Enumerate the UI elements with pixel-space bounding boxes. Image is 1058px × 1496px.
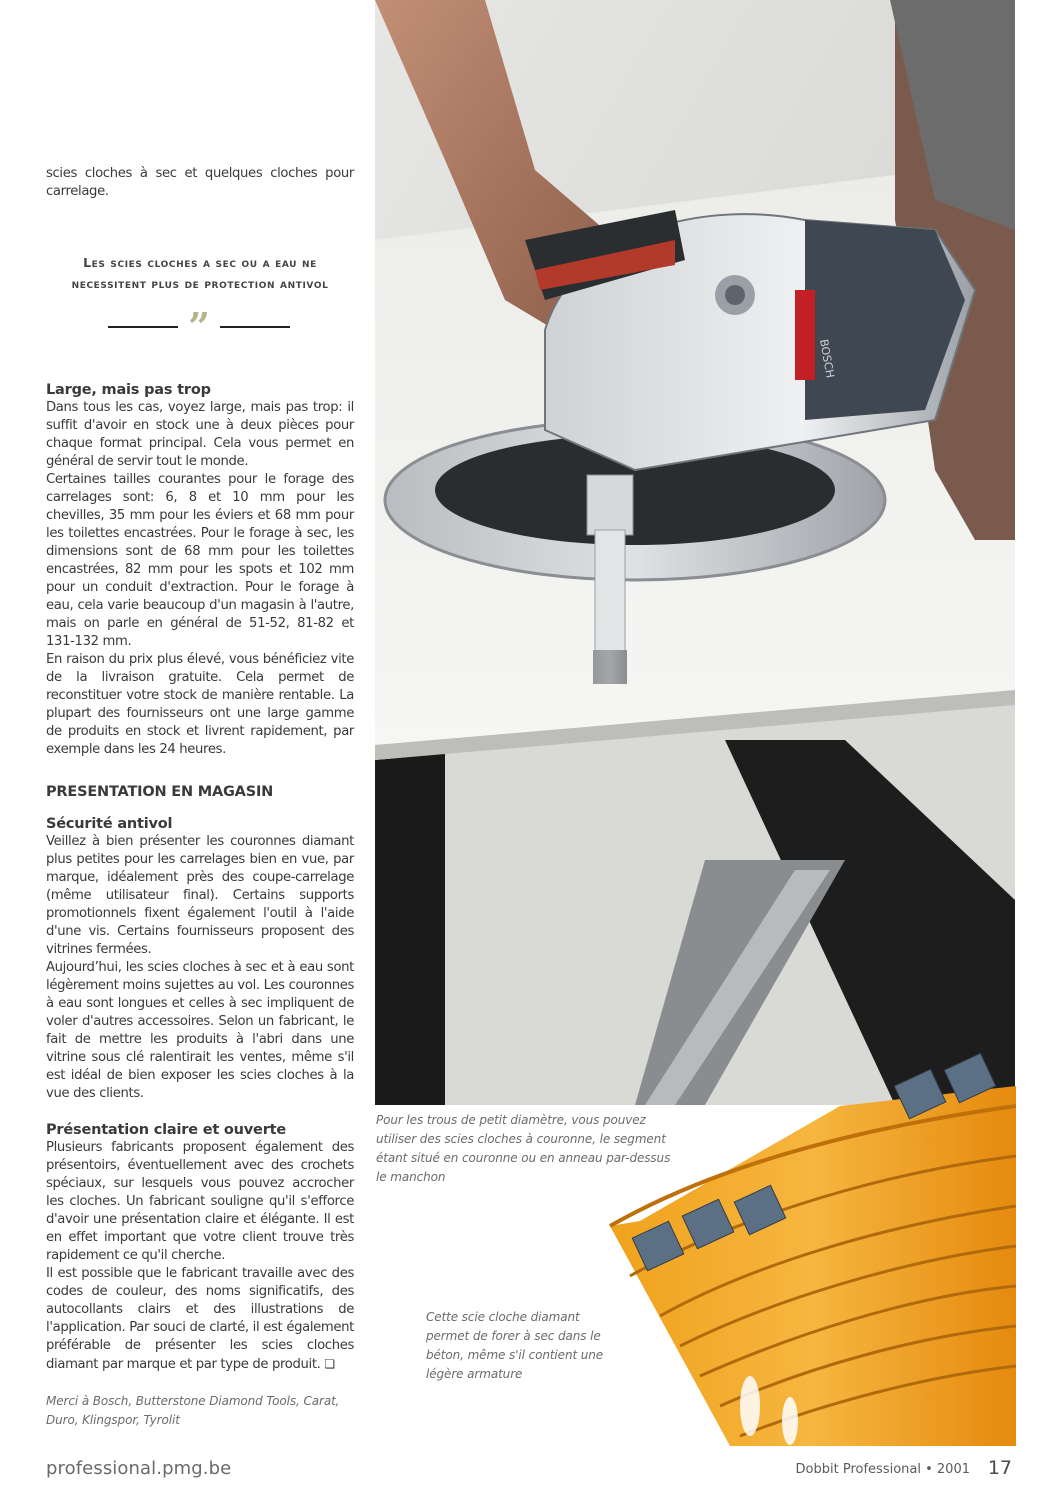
quote-mark-icon: ” (188, 304, 210, 349)
section-presentation (46, 784, 354, 800)
intro-paragraph (46, 165, 354, 201)
caption-core-bit: Cette scie cloche diamant permet de forer à sec dans le béton, même s'il contient une légère armature (426, 1310, 604, 1381)
thanks-note: Merci à Bosch, Butterstone Diamond Tools, Carat, Duro, Klingspor, Tyrolit (46, 1394, 340, 1427)
pull-quote-line-1: Les scies cloches a sec ou a eau ne (83, 255, 317, 270)
core-bit-photo (600, 1046, 1016, 1446)
paragraph: Dans tous les cas, voyez large, mais pas trop: il suffit d'avoir en stock une à deux pièces pour chaque format principal. Cela vous permet en général de servir tout le monde. (46, 400, 354, 469)
divider-right-line (220, 326, 290, 328)
section-claire (46, 1121, 354, 1374)
publication-label: Dobbit Professional • 2001 (795, 1462, 970, 1477)
section-large (46, 381, 354, 759)
page-number: 17 (987, 1457, 1012, 1479)
pull-quote-line-2: necessitent plus de protection antivol (71, 276, 329, 291)
quote-divider (108, 304, 290, 349)
paragraph: En raison du prix plus élevé, vous bénéficiez vite de la livraison gratuite. Cela permet de reconstituer votre stock de manière rentable. La plupart des fournisseurs ont une large gamme de produits en stock et livrent rapidement, par exemple dans les 24 heures. (46, 652, 354, 757)
section-heading-claire: Présentation claire et ouverte (46, 1122, 287, 1138)
grinder-photo (375, 0, 1015, 1105)
paragraph: Veillez à bien présenter les couronnes diamant plus petites pour les carrelages bien en vue, par marque, idéalement près des coupe-carrelage (même utilisateur final). Certains supports promotionnels fixent également l'outil à l'aide d'une vis. Certains fournisseurs proposent des vitrines fermées. (46, 834, 354, 957)
caption-grinder: Pour les trous de petit diamètre, vous pouvez utiliser des scies cloches à couronne, le segment étant situé en couronne ou en anneau par-dessus le manchon (376, 1113, 671, 1184)
paragraph: Certaines tailles courantes pour le forage des carrelages sont: 6, 8 et 10 mm pour les chevilles, 35 mm pour les éviers et 68 mm pour les toilettes encastrées. Pour le forage à sec, les dimensions sont de 68 mm pour les toilettes encastrées, 82 mm pour les spots et 102 mm pour un conduit d'extraction. Pour le forage à eau, cela varie beaucoup d'un magasin à l'autre, mais on parle en général de 51-52, 81-82 et 131-132 mm. (46, 472, 354, 649)
section-securite (46, 815, 354, 1103)
section-heading-large: Large, mais pas trop (46, 382, 211, 398)
end-mark-icon: ❏ (324, 1357, 335, 1371)
core-bit-illustration (600, 1046, 1016, 1446)
section-securite-body (46, 833, 354, 1103)
section-heading-presentation: PRESENTATION EN MAGASIN (46, 784, 274, 800)
section-claire-body (46, 1139, 354, 1374)
website-link[interactable]: professional.pmg.be (46, 1458, 232, 1479)
section-large-body (46, 399, 354, 759)
paragraph: Plusieurs fabricants proposent également des présentoirs, éventuellement avec des crochets spéciaux, sur lesquels vous pouvez accrocher les cloches. Un fabricant souligne qu'il s'efforce d'avoir une présentation claire et élégante. Il est en effet important que votre client trouve très rapidement ce qu'il cherche. (46, 1140, 354, 1263)
pull-quote (46, 252, 354, 294)
section-heading-securite: Sécurité antivol (46, 816, 173, 832)
grinder-illustration (375, 0, 1015, 1105)
paragraph: Aujourd’hui, les scies cloches à sec et à eau sont légèrement moins sujettes au vol. Les couronnes à eau sont longues et celles à sec impliquent de voler d'autres accessoires. Selon un fabricant, le fait de mettre les produits à l'abri dans une vitrine sous clé ralentirait les ventes, même s'il est idéal de bien exposer les scies cloches à la vue des clients. (46, 960, 354, 1101)
divider-left-line (108, 326, 178, 328)
brand-label: BOSCH (817, 338, 837, 379)
paragraph-text: Il est possible que le fabricant travaille avec des codes de couleur, des noms significatifs, des autocollants clairs et des illustrations de l'application. Par souci de clarté, il est également préférable de présenter les scies cloches diamant par marque et par type de produit. (46, 1266, 354, 1372)
paragraph (46, 1265, 354, 1374)
intro-text: scies cloches à sec et quelques cloches pour carrelage. (46, 166, 354, 199)
